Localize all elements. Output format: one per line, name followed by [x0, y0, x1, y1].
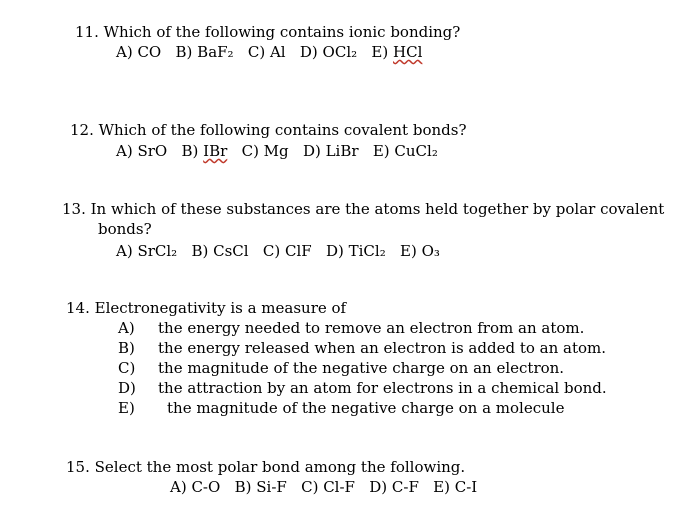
question-12-stem: 12. Which of the following contains covalent bonds?	[70, 121, 467, 139]
question-14-option-e-letter: E)	[118, 399, 135, 417]
question-12-options-text-a: A) SrO B)	[116, 142, 204, 160]
question-11-stem: 11. Which of the following contains ionic bonding?	[75, 23, 461, 41]
question-14-option-a-letter: A)	[118, 319, 135, 337]
question-15-stem: 15. Select the most polar bond among the following.	[66, 458, 466, 476]
question-15-options: A) C-O B) Si-F C) Cl-F D) C-F E) C-I	[170, 478, 478, 496]
question-14-option-b-letter: B)	[118, 339, 135, 357]
question-11-options	[116, 42, 422, 62]
question-14-option-b-text: the energy released when an electron is added to an atom.	[158, 339, 607, 357]
question-13-stem-line2: bonds?	[98, 220, 152, 238]
question-11-option-e: HCl	[393, 43, 423, 61]
question-12-options	[116, 141, 438, 161]
question-14-option-a-text: the energy needed to remove an electron from an atom.	[158, 319, 585, 337]
question-12-options-text-rest: C) Mg D) LiBr E) CuCl₂	[227, 142, 438, 160]
question-14-option-d-text: the attraction by an atom for electrons in a chemical bond.	[158, 379, 607, 397]
question-14-stem: 14. Electronegativity is a measure of	[66, 299, 347, 317]
question-14-option-c-letter: C)	[118, 359, 136, 377]
question-12-option-b: IBr	[203, 142, 228, 160]
question-13-stem-line1: 13. In which of these substances are the atoms held together by polar covalent	[62, 200, 665, 218]
question-14-option-e-text: the magnitude of the negative charge on a molecule	[167, 399, 565, 417]
question-14-option-c-text: the magnitude of the negative charge on an electron.	[158, 359, 565, 377]
question-14-option-d-letter: D)	[118, 379, 136, 397]
question-13-options: A) SrCl₂ B) CsCl C) ClF D) TiCl₂ E) O₃	[116, 242, 440, 260]
question-11-options-text: A) CO B) BaF₂ C) Al D) OCl₂ E)	[116, 43, 394, 61]
